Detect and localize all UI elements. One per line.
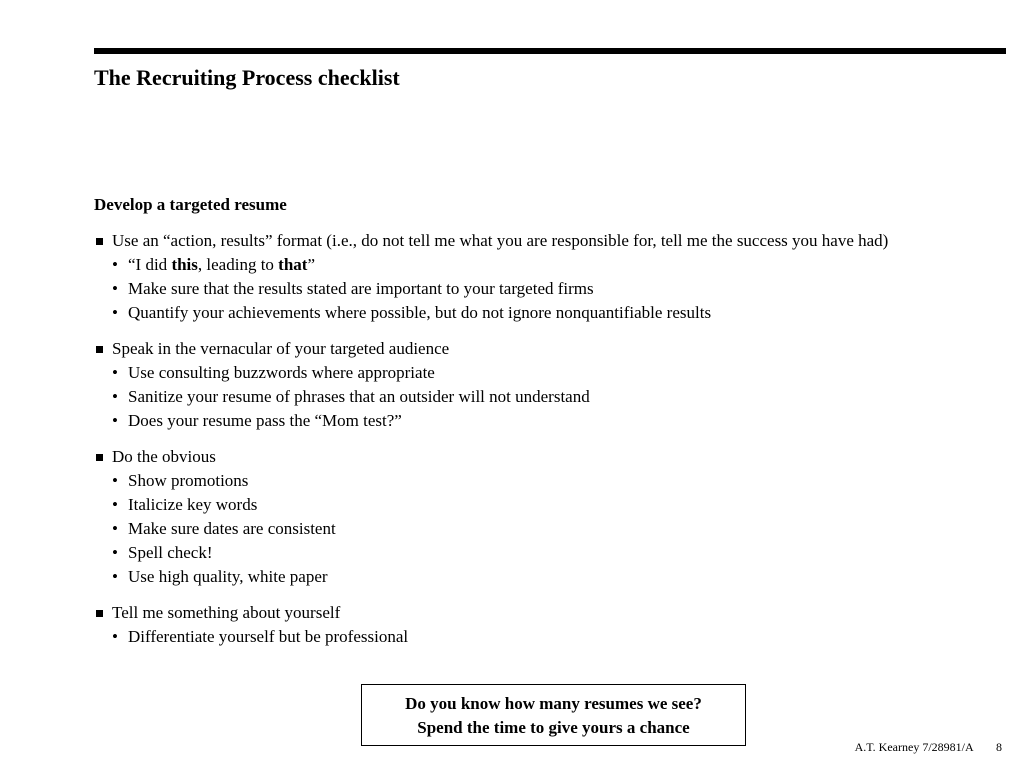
slide-title: The Recruiting Process checklist [94,65,400,90]
dot-bullet-icon: • [112,567,118,586]
dot-bullet-icon: • [112,255,118,274]
callout-line-2: Spend the time to give yours a chance [417,718,690,737]
sub-item [112,277,954,301]
dot-bullet-icon: • [112,363,118,382]
sub-item [112,301,954,325]
quote-close: ” [307,255,315,274]
bullet-text: Tell me something about yourself [112,603,341,622]
square-bullet-icon [96,238,103,245]
sub-item [112,493,954,517]
bullet-text: Use an “action, results” format (i.e., do not tell me what you are responsible for, tell me the success you have had) [112,231,889,250]
sub-item-text: Does your resume pass the “Mom test?” [128,411,402,430]
square-bullet-icon [96,346,103,353]
bullet-text: Speak in the vernacular of your targeted audience [112,339,450,358]
checklist [94,229,954,661]
sub-item [112,253,954,277]
sub-item-text: Spell check! [128,543,213,562]
top-rule [94,48,1006,54]
bullet-obvious [94,445,954,589]
dot-bullet-icon: • [112,627,118,646]
sub-item-text: Quantify your achievements where possible, but do not ignore nonquantifiable results [128,303,712,322]
dot-bullet-icon: • [112,279,118,298]
dot-bullet-icon: • [112,519,118,538]
sub-item-text: Show promotions [128,471,249,490]
dot-bullet-icon: • [112,303,118,322]
sub-item-text: Make sure that the results stated are important to your targeted firms [128,279,594,298]
sub-item [112,385,954,409]
sub-item [112,541,954,565]
sub-item-text: Sanitize your resume of phrases that an outsider will not understand [128,387,590,406]
dot-bullet-icon: • [112,543,118,562]
sub-item [112,625,954,649]
dot-bullet-icon: • [112,411,118,430]
sub-item [112,517,954,541]
sub-list [112,469,954,589]
sub-item [112,361,954,385]
footer-source: A.T. Kearney 7/28981/A [854,740,973,754]
bullet-vernacular [94,337,954,433]
page-number: 8 [996,740,1002,754]
sub-item [112,469,954,493]
sub-item-text: Italicize key words [128,495,258,514]
sub-item-text: Use high quality, white paper [128,567,328,586]
emphasis-this: this [171,255,198,274]
sub-list [112,253,954,325]
square-bullet-icon [96,610,103,617]
quote-open: “I did [128,255,172,274]
dot-bullet-icon: • [112,495,118,514]
dot-bullet-icon: • [112,471,118,490]
callout-line-1: Do you know how many resumes we see? [405,694,702,713]
sub-item-text: Differentiate yourself but be professional [128,627,409,646]
dot-bullet-icon: • [112,387,118,406]
sub-list [112,361,954,433]
bullet-about-yourself [94,601,954,649]
sub-item-text: Use consulting buzzwords where appropriate [128,363,435,382]
callout-box [361,684,746,746]
bullet-action-results [94,229,954,325]
sub-item [112,565,954,589]
bullet-text: Do the obvious [112,447,216,466]
sub-item-text: Make sure dates are consistent [128,519,336,538]
section-heading: Develop a targeted resume [94,195,287,214]
square-bullet-icon [96,454,103,461]
sub-list [112,625,954,649]
sub-item [112,409,954,433]
quote-middle: , leading to [197,255,279,274]
footer [855,740,1002,754]
emphasis-that: that [278,255,308,274]
